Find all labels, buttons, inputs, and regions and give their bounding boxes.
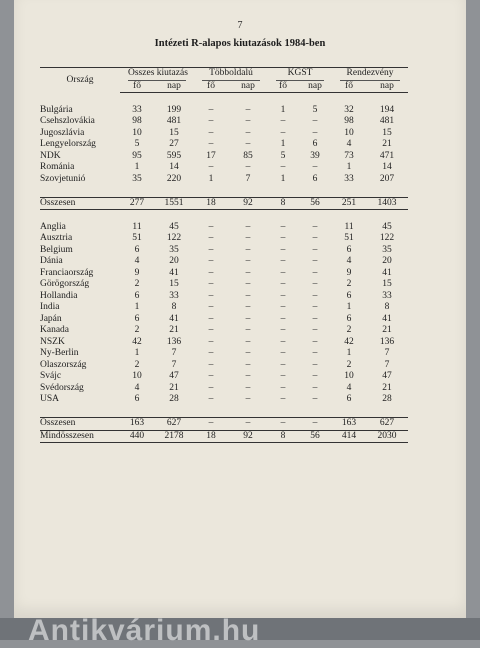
value-cell: 1 bbox=[346, 348, 352, 358]
value-cell: 4 bbox=[346, 382, 352, 393]
value-cell: 207 bbox=[379, 173, 395, 184]
table-row bbox=[40, 128, 408, 140]
value-cell: 5 bbox=[134, 139, 140, 149]
grand-total-row bbox=[40, 430, 408, 443]
value-cell: – bbox=[312, 233, 318, 243]
header-group-event: Rendezvény bbox=[340, 68, 400, 81]
value-cell: 6 bbox=[346, 394, 352, 404]
value-cell: 163 bbox=[332, 418, 366, 431]
value-cell: – bbox=[312, 371, 318, 381]
value-cell: – bbox=[280, 336, 286, 347]
value-cell: – bbox=[280, 127, 286, 138]
value-cell: – bbox=[245, 221, 251, 232]
value-cell: 4 bbox=[346, 256, 352, 266]
subtotal-row bbox=[40, 197, 408, 210]
value-cell: – bbox=[208, 221, 214, 232]
value-cell: 1551 bbox=[154, 197, 194, 210]
value-cell: 627 bbox=[366, 418, 408, 431]
table-row bbox=[40, 139, 408, 151]
value-cell: 33 bbox=[344, 173, 354, 184]
value-cell: – bbox=[208, 104, 214, 115]
value-cell: – bbox=[312, 256, 318, 266]
value-cell: – bbox=[208, 279, 214, 289]
value-cell: 10 bbox=[344, 371, 354, 381]
value-cell: – bbox=[312, 279, 318, 289]
table-row bbox=[40, 394, 408, 406]
value-cell: – bbox=[280, 256, 286, 266]
value-cell: 7 bbox=[171, 359, 177, 370]
table-row bbox=[40, 174, 408, 186]
header-group-multilateral: Többoldalú bbox=[202, 68, 260, 81]
page-number: 7 bbox=[237, 20, 243, 31]
value-cell: 6 bbox=[134, 244, 140, 255]
value-cell: 39 bbox=[310, 150, 320, 161]
country-cell: Franciaország bbox=[40, 267, 94, 278]
sub-header-day: nap bbox=[154, 81, 194, 93]
value-cell: – bbox=[245, 371, 251, 381]
value-cell: – bbox=[280, 348, 286, 358]
value-cell: 6 bbox=[312, 139, 318, 149]
table-row bbox=[40, 245, 408, 257]
value-cell: 35 bbox=[382, 244, 392, 255]
sub-header-day: nap bbox=[228, 81, 268, 93]
value-cell: – bbox=[245, 313, 251, 324]
value-cell: 11 bbox=[344, 221, 354, 232]
value-cell: 9 bbox=[346, 267, 352, 278]
bottom-strip bbox=[0, 614, 480, 647]
data-table bbox=[40, 67, 408, 443]
table-row bbox=[40, 256, 408, 268]
country-cell: Svájc bbox=[40, 371, 62, 381]
country-cell: India bbox=[40, 302, 60, 312]
value-cell: – bbox=[312, 302, 318, 312]
value-cell: – bbox=[208, 162, 214, 172]
country-cell: Kanada bbox=[40, 325, 70, 335]
country-cell: Jugoszlávia bbox=[40, 127, 85, 138]
value-cell: 2178 bbox=[154, 430, 194, 443]
value-cell: 8 bbox=[171, 302, 177, 312]
table-row bbox=[40, 116, 408, 128]
value-cell: – bbox=[208, 127, 214, 138]
value-cell: 136 bbox=[166, 336, 182, 347]
value-cell: – bbox=[280, 359, 286, 370]
value-cell: 21 bbox=[169, 325, 179, 335]
value-cell: – bbox=[245, 359, 251, 370]
value-cell: – bbox=[245, 162, 251, 172]
value-cell: 6 bbox=[134, 394, 140, 404]
value-cell: 6 bbox=[134, 290, 140, 301]
country-cell: Ny-Berlin bbox=[40, 348, 79, 358]
book-page bbox=[14, 0, 466, 618]
value-cell: – bbox=[245, 336, 251, 347]
value-cell: 8 bbox=[384, 302, 390, 312]
value-cell: 85 bbox=[243, 150, 253, 161]
value-cell: 1 bbox=[346, 162, 352, 172]
value-cell: 45 bbox=[382, 221, 392, 232]
value-cell: 1 bbox=[208, 173, 214, 184]
table-row bbox=[40, 162, 408, 174]
country-cell: USA bbox=[40, 394, 60, 404]
sub-header-person: fő bbox=[332, 81, 366, 93]
value-cell: 4 bbox=[134, 256, 140, 266]
country-cell: Japán bbox=[40, 313, 62, 324]
value-cell: – bbox=[208, 116, 214, 126]
value-cell: – bbox=[208, 233, 214, 243]
country-cell: Belgium bbox=[40, 244, 73, 255]
value-cell: – bbox=[245, 290, 251, 301]
value-cell: – bbox=[312, 267, 318, 278]
country-cell: Románia bbox=[40, 162, 75, 172]
value-cell: 47 bbox=[382, 371, 392, 381]
header-country: Ország bbox=[40, 68, 120, 93]
value-cell: – bbox=[194, 418, 228, 431]
value-cell: 98 bbox=[132, 116, 142, 126]
value-cell: 8 bbox=[268, 430, 298, 443]
table-row bbox=[40, 291, 408, 303]
country-cell: NSZK bbox=[40, 336, 65, 347]
country-cell: NDK bbox=[40, 150, 61, 161]
value-cell: 6 bbox=[346, 290, 352, 301]
value-cell: 18 bbox=[194, 430, 228, 443]
table-title: Intézeti R-alapos kiutazások 1984-ben bbox=[154, 38, 326, 49]
value-cell: 41 bbox=[169, 267, 179, 278]
country-cell: Összesen bbox=[40, 418, 120, 431]
country-cell: Lengyelország bbox=[40, 139, 96, 149]
value-cell: 41 bbox=[382, 267, 392, 278]
value-cell: 21 bbox=[382, 382, 392, 393]
value-cell: 8 bbox=[268, 197, 298, 210]
value-cell: 10 bbox=[344, 127, 354, 138]
table-row bbox=[40, 348, 408, 360]
header-group-total: Összes kiutazás bbox=[128, 68, 186, 81]
value-cell: – bbox=[245, 233, 251, 243]
sub-header-day: nap bbox=[298, 81, 332, 93]
value-cell: 33 bbox=[169, 290, 179, 301]
value-cell: 56 bbox=[298, 197, 332, 210]
value-cell: 440 bbox=[120, 430, 154, 443]
table-row bbox=[40, 302, 408, 314]
header-group-kgst: KGST bbox=[276, 68, 324, 81]
value-cell: 277 bbox=[120, 197, 154, 210]
value-cell: – bbox=[298, 418, 332, 431]
value-cell: – bbox=[280, 325, 286, 335]
value-cell: 2030 bbox=[366, 430, 408, 443]
value-cell: 15 bbox=[169, 127, 179, 138]
value-cell: 471 bbox=[379, 150, 395, 161]
value-cell: 92 bbox=[228, 197, 268, 210]
sub-header-day: nap bbox=[366, 81, 408, 93]
value-cell: – bbox=[312, 394, 318, 404]
value-cell: – bbox=[208, 359, 214, 370]
value-cell: 2 bbox=[346, 325, 352, 335]
value-cell: 10 bbox=[132, 371, 142, 381]
country-cell: Hollandia bbox=[40, 290, 78, 301]
value-cell: – bbox=[208, 394, 214, 404]
value-cell: 1 bbox=[280, 104, 286, 115]
value-cell: 42 bbox=[132, 336, 142, 347]
value-cell: 9 bbox=[134, 267, 140, 278]
value-cell: 7 bbox=[245, 173, 251, 184]
value-cell: – bbox=[312, 325, 318, 335]
value-cell: – bbox=[245, 267, 251, 278]
value-cell: 627 bbox=[154, 418, 194, 431]
value-cell: – bbox=[245, 348, 251, 358]
value-cell: – bbox=[312, 336, 318, 347]
value-cell: 163 bbox=[120, 418, 154, 431]
value-cell: 20 bbox=[169, 256, 179, 266]
table-row bbox=[40, 222, 408, 234]
value-cell: 21 bbox=[382, 325, 392, 335]
value-cell: 2 bbox=[134, 279, 140, 289]
value-cell: 6 bbox=[312, 173, 318, 184]
value-cell: 33 bbox=[382, 290, 392, 301]
value-cell: – bbox=[312, 127, 318, 138]
value-cell: 251 bbox=[332, 197, 366, 210]
table-row bbox=[40, 371, 408, 383]
value-cell: 28 bbox=[382, 394, 392, 404]
value-cell: 41 bbox=[169, 313, 179, 324]
table-row bbox=[40, 233, 408, 245]
value-cell: – bbox=[208, 371, 214, 381]
value-cell: 1 bbox=[134, 348, 140, 358]
value-cell: 194 bbox=[379, 104, 395, 115]
value-cell: 220 bbox=[166, 173, 182, 184]
table-row bbox=[40, 105, 408, 117]
country-cell: Svédország bbox=[40, 382, 84, 393]
value-cell: – bbox=[280, 221, 286, 232]
value-cell: 122 bbox=[166, 233, 182, 243]
value-cell: – bbox=[208, 256, 214, 266]
value-cell: – bbox=[208, 313, 214, 324]
value-cell: 6 bbox=[134, 313, 140, 324]
value-cell: – bbox=[280, 233, 286, 243]
value-cell: 15 bbox=[382, 127, 392, 138]
table-row bbox=[40, 325, 408, 337]
value-cell: 51 bbox=[344, 233, 354, 243]
value-cell: 11 bbox=[132, 221, 142, 232]
table-row bbox=[40, 337, 408, 349]
value-cell: 1 bbox=[280, 173, 286, 184]
value-cell: – bbox=[245, 279, 251, 289]
value-cell: – bbox=[280, 371, 286, 381]
value-cell: 35 bbox=[132, 173, 142, 184]
value-cell: 41 bbox=[382, 313, 392, 324]
value-cell: 21 bbox=[169, 382, 179, 393]
value-cell: 42 bbox=[344, 336, 354, 347]
value-cell: – bbox=[280, 313, 286, 324]
subtotal-row bbox=[40, 418, 408, 431]
value-cell: 414 bbox=[332, 430, 366, 443]
value-cell: 2 bbox=[346, 359, 352, 370]
table-row bbox=[40, 360, 408, 372]
value-cell: – bbox=[245, 244, 251, 255]
value-cell: 1 bbox=[134, 162, 140, 172]
country-cell: Anglia bbox=[40, 221, 66, 232]
value-cell: – bbox=[245, 325, 251, 335]
value-cell: – bbox=[280, 162, 286, 172]
value-cell: – bbox=[245, 256, 251, 266]
value-cell: – bbox=[208, 336, 214, 347]
value-cell: 95 bbox=[132, 150, 142, 161]
table-row bbox=[40, 268, 408, 280]
value-cell: – bbox=[280, 290, 286, 301]
value-cell: 5 bbox=[280, 150, 286, 161]
value-cell: 4 bbox=[346, 139, 352, 149]
value-cell: 2 bbox=[134, 359, 140, 370]
section-socialist bbox=[40, 93, 408, 198]
value-cell: 47 bbox=[169, 371, 179, 381]
value-cell: – bbox=[312, 162, 318, 172]
value-cell: 122 bbox=[379, 233, 395, 243]
value-cell: 2 bbox=[134, 325, 140, 335]
value-cell: – bbox=[208, 348, 214, 358]
country-cell: Mindösszesen bbox=[40, 430, 120, 443]
value-cell: – bbox=[245, 116, 251, 126]
value-cell: 5 bbox=[312, 104, 318, 115]
value-cell: – bbox=[280, 302, 286, 312]
value-cell: – bbox=[245, 104, 251, 115]
value-cell: – bbox=[245, 394, 251, 404]
value-cell: 92 bbox=[228, 430, 268, 443]
value-cell: 15 bbox=[382, 279, 392, 289]
table-row bbox=[40, 383, 408, 395]
value-cell: – bbox=[312, 313, 318, 324]
value-cell: – bbox=[208, 139, 214, 149]
value-cell: 7 bbox=[171, 348, 177, 358]
country-cell: Ausztria bbox=[40, 233, 73, 243]
watermark: Antikvárium.hu bbox=[28, 614, 261, 647]
value-cell: – bbox=[208, 244, 214, 255]
sub-header-person: fő bbox=[120, 81, 154, 93]
table-row bbox=[40, 314, 408, 326]
value-cell: 595 bbox=[166, 150, 182, 161]
value-cell: – bbox=[208, 302, 214, 312]
value-cell: – bbox=[245, 382, 251, 393]
value-cell: – bbox=[312, 221, 318, 232]
section-grand-total bbox=[40, 430, 408, 443]
value-cell: 199 bbox=[166, 104, 182, 115]
value-cell: – bbox=[312, 290, 318, 301]
value-cell: 1 bbox=[346, 302, 352, 312]
value-cell: – bbox=[280, 279, 286, 289]
value-cell: – bbox=[280, 267, 286, 278]
value-cell: – bbox=[208, 290, 214, 301]
value-cell: – bbox=[245, 127, 251, 138]
value-cell: 35 bbox=[169, 244, 179, 255]
value-cell: – bbox=[312, 382, 318, 393]
value-cell: 10 bbox=[132, 127, 142, 138]
value-cell: – bbox=[280, 116, 286, 126]
country-cell: Összesen bbox=[40, 197, 120, 210]
country-cell: Dánia bbox=[40, 256, 63, 266]
value-cell: 481 bbox=[166, 116, 182, 126]
value-cell: 7 bbox=[384, 359, 390, 370]
value-cell: – bbox=[245, 139, 251, 149]
value-cell: 2 bbox=[346, 279, 352, 289]
value-cell: 73 bbox=[344, 150, 354, 161]
value-cell: 32 bbox=[344, 104, 354, 115]
table-row bbox=[40, 279, 408, 291]
value-cell: 15 bbox=[169, 279, 179, 289]
value-cell: – bbox=[208, 382, 214, 393]
value-cell: 1 bbox=[280, 139, 286, 149]
table-row bbox=[40, 151, 408, 163]
value-cell: – bbox=[228, 418, 268, 431]
section-socialist-total bbox=[40, 197, 408, 210]
country-cell: Szovjetunió bbox=[40, 173, 86, 184]
value-cell: – bbox=[312, 348, 318, 358]
value-cell: 7 bbox=[384, 348, 390, 358]
value-cell: – bbox=[312, 244, 318, 255]
value-cell: 6 bbox=[346, 244, 352, 255]
value-cell: 45 bbox=[169, 221, 179, 232]
value-cell: 33 bbox=[132, 104, 142, 115]
value-cell: – bbox=[208, 267, 214, 278]
value-cell: 51 bbox=[132, 233, 142, 243]
value-cell: – bbox=[245, 302, 251, 312]
value-cell: 27 bbox=[169, 139, 179, 149]
value-cell: 20 bbox=[382, 256, 392, 266]
sub-header-person: fő bbox=[194, 81, 228, 93]
country-cell: Olaszország bbox=[40, 359, 87, 370]
value-cell: – bbox=[312, 359, 318, 370]
value-cell: 6 bbox=[346, 313, 352, 324]
country-cell: Csehszlovákia bbox=[40, 116, 95, 126]
value-cell: 18 bbox=[194, 197, 228, 210]
value-cell: 98 bbox=[344, 116, 354, 126]
value-cell: 21 bbox=[382, 139, 392, 149]
value-cell: 56 bbox=[298, 430, 332, 443]
value-cell: 14 bbox=[169, 162, 179, 172]
value-cell: 17 bbox=[206, 150, 216, 161]
value-cell: – bbox=[280, 382, 286, 393]
value-cell: 481 bbox=[379, 116, 395, 126]
value-cell: 28 bbox=[169, 394, 179, 404]
section-other-total bbox=[40, 418, 408, 431]
value-cell: – bbox=[280, 394, 286, 404]
value-cell: 14 bbox=[382, 162, 392, 172]
value-cell: 1403 bbox=[366, 197, 408, 210]
country-cell: Bulgária bbox=[40, 104, 73, 115]
value-cell: 136 bbox=[379, 336, 395, 347]
country-cell: Görögország bbox=[40, 279, 90, 289]
value-cell: – bbox=[280, 244, 286, 255]
value-cell: – bbox=[268, 418, 298, 431]
value-cell: 1 bbox=[134, 302, 140, 312]
value-cell: – bbox=[208, 325, 214, 335]
value-cell: 4 bbox=[134, 382, 140, 393]
value-cell: – bbox=[312, 116, 318, 126]
section-other bbox=[40, 210, 408, 418]
sub-header-person: fő bbox=[268, 81, 298, 93]
